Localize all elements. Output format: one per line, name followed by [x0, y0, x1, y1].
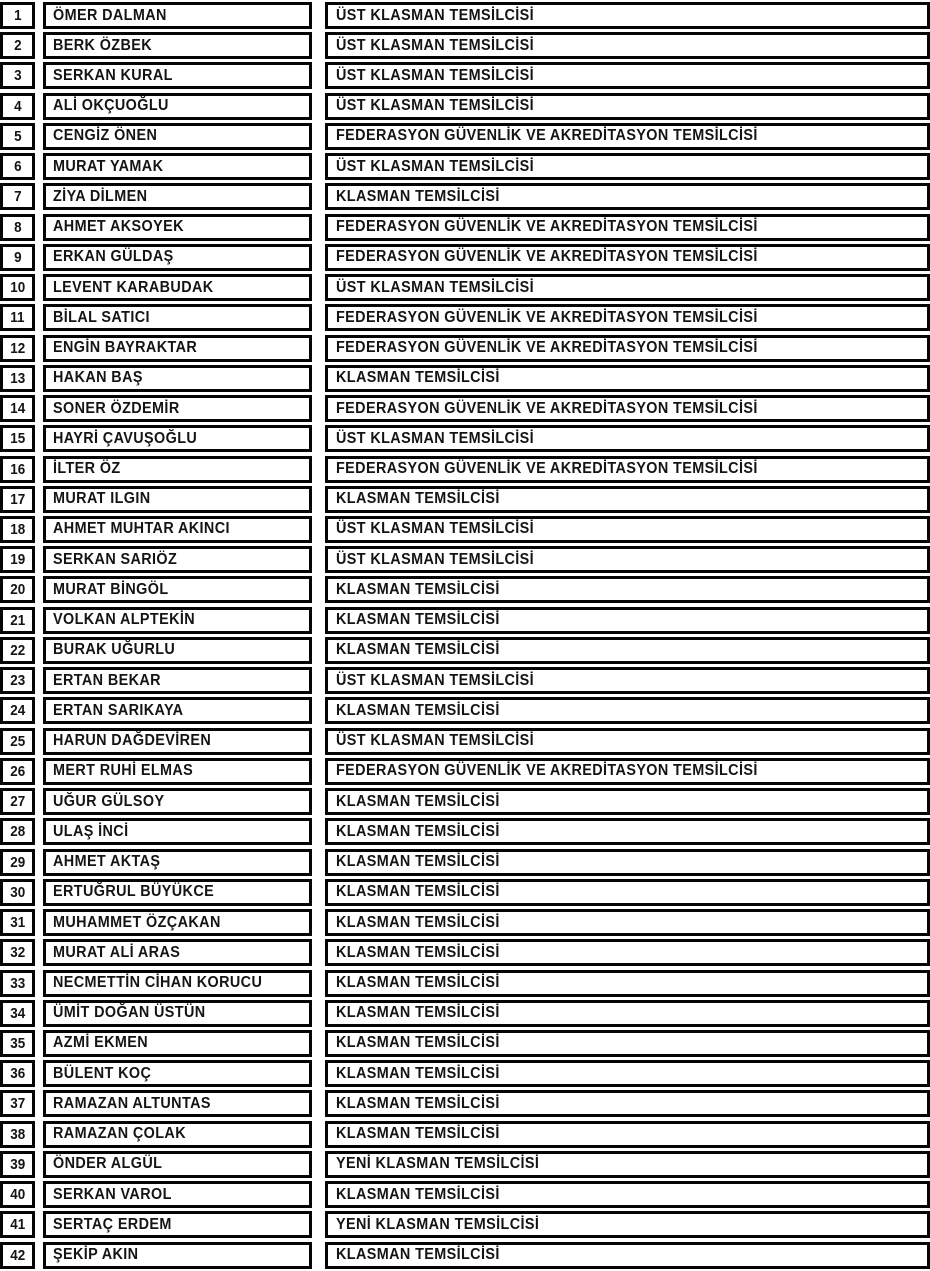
row-number: 35: [10, 1034, 25, 1052]
row-number-cell: [0, 183, 35, 210]
row-number-cell: [0, 425, 35, 452]
person-title: KLASMAN TEMSİLCİSİ: [336, 973, 500, 992]
row-number-cell: [0, 2, 35, 29]
person-name: SERKAN SARIÖZ: [53, 550, 178, 569]
person-title-cell: [325, 123, 930, 150]
person-name: SERKAN KURAL: [53, 66, 173, 85]
person-title-cell: [325, 214, 930, 241]
row-number-cell: [0, 1151, 35, 1178]
person-name: BURAK UĞURLU: [53, 641, 176, 659]
row-number: 42: [10, 1246, 25, 1263]
person-name: SERTAÇ ERDEM: [53, 1215, 172, 1234]
person-title-cell: [325, 244, 930, 271]
row-number: 32: [10, 943, 25, 961]
row-number: 28: [10, 822, 25, 840]
person-title-cell: [325, 486, 930, 513]
person-title-cell: [325, 546, 930, 573]
person-name-cell: [43, 304, 312, 331]
person-title-cell: [325, 849, 930, 876]
table-row: [0, 576, 930, 603]
row-number: 41: [10, 1216, 25, 1233]
table-row: [0, 214, 930, 241]
table-row: [0, 1242, 930, 1269]
person-title: KLASMAN TEMSİLCİSİ: [336, 1003, 500, 1022]
person-name: UĞUR GÜLSOY: [53, 792, 165, 810]
person-name-cell: [43, 1181, 312, 1208]
person-name: AHMET MUHTAR AKINCI: [53, 520, 230, 538]
row-number: 18: [10, 520, 25, 538]
person-name-cell: [43, 788, 312, 815]
person-name-cell: [43, 425, 312, 452]
row-number-cell: [0, 274, 35, 301]
table-row: [0, 93, 930, 120]
row-number-cell: [0, 1030, 35, 1057]
row-number: 5: [13, 127, 22, 145]
person-name: ÖNDER ALGÜL: [53, 1155, 163, 1173]
person-title-cell: [325, 879, 930, 906]
table-row: [0, 1121, 930, 1148]
person-name: MERT RUHİ ELMAS: [53, 761, 194, 780]
person-title: FEDERASYON GÜVENLİK VE AKREDİTASYON TEMSİLCİSİ: [336, 399, 758, 417]
person-title-cell: [325, 1121, 930, 1148]
person-name: AHMET AKTAŞ: [53, 852, 161, 871]
row-number-cell: [0, 607, 35, 634]
row-number-cell: [0, 1242, 35, 1269]
row-number-cell: [0, 667, 35, 694]
table-row: [0, 607, 930, 634]
row-number-cell: [0, 576, 35, 603]
person-name-cell: [43, 1000, 312, 1027]
person-title-cell: [325, 576, 930, 603]
person-name: MURAT YAMAK: [53, 157, 164, 175]
person-title: FEDERASYON GÜVENLİK VE AKREDİTASYON TEMSİLCİSİ: [336, 248, 758, 266]
row-number: 4: [13, 97, 22, 115]
person-title-cell: [325, 607, 930, 634]
person-title-cell: [325, 758, 930, 785]
row-number-cell: [0, 335, 35, 362]
person-title: YENİ KLASMAN TEMSİLCİSİ: [336, 1155, 540, 1173]
person-name: VOLKAN ALPTEKİN: [53, 610, 196, 629]
row-number-cell: [0, 909, 35, 936]
person-title: FEDERASYON GÜVENLİK VE AKREDİTASYON TEMSİLCİSİ: [336, 127, 758, 145]
table-row: [0, 32, 930, 59]
row-number: 27: [10, 792, 25, 810]
person-title: KLASMAN TEMSİLCİSİ: [336, 913, 500, 931]
table-row: [0, 516, 930, 543]
row-number: 1: [13, 6, 22, 24]
row-number-cell: [0, 395, 35, 422]
person-title-cell: [325, 909, 930, 936]
person-name: AZMİ EKMEN: [53, 1034, 149, 1052]
person-name: ÖMER DALMAN: [53, 6, 167, 24]
person-title-cell: [325, 93, 930, 120]
person-name: İLTER ÖZ: [53, 459, 121, 478]
row-number-cell: [0, 879, 35, 906]
row-number-cell: [0, 456, 35, 483]
person-name: ÜMİT DOĞAN ÜSTÜN: [53, 1003, 206, 1022]
person-name-cell: [43, 2, 312, 29]
row-number-cell: [0, 939, 35, 966]
person-title-cell: [325, 637, 930, 664]
person-name: ERKAN GÜLDAŞ: [53, 248, 174, 266]
person-title: KLASMAN TEMSİLCİSİ: [336, 368, 500, 387]
row-number-cell: [0, 62, 35, 89]
table-row: [0, 1030, 930, 1057]
person-title-cell: [325, 32, 930, 59]
person-title: KLASMAN TEMSİLCİSİ: [336, 1034, 500, 1052]
person-name: ŞEKİP AKIN: [53, 1245, 139, 1264]
row-number: 24: [10, 702, 25, 719]
person-title-cell: [325, 1151, 930, 1178]
person-name: MURAT ALİ ARAS: [53, 943, 181, 962]
person-title-cell: [325, 456, 930, 483]
person-title: KLASMAN TEMSİLCİSİ: [336, 1064, 500, 1083]
row-number: 30: [10, 883, 25, 901]
person-title: FEDERASYON GÜVENLİK VE AKREDİTASYON TEMSİLCİSİ: [336, 459, 758, 478]
person-name: BERK ÖZBEK: [53, 36, 153, 55]
person-title: KLASMAN TEMSİLCİSİ: [336, 1185, 500, 1203]
table-row: [0, 939, 930, 966]
row-number-cell: [0, 123, 35, 150]
table-row: [0, 637, 930, 664]
person-title: KLASMAN TEMSİLCİSİ: [336, 610, 500, 629]
person-name-cell: [43, 486, 312, 513]
person-title: KLASMAN TEMSİLCİSİ: [336, 792, 500, 810]
table-row: [0, 788, 930, 815]
table-row: [0, 728, 930, 755]
person-name: HARUN DAĞDEVİREN: [53, 731, 212, 750]
person-title: FEDERASYON GÜVENLİK VE AKREDİTASYON TEMSİLCİSİ: [336, 308, 758, 327]
person-name-cell: [43, 1030, 312, 1057]
row-number: 7: [13, 188, 22, 205]
row-number-cell: [0, 32, 35, 59]
row-number-cell: [0, 637, 35, 664]
person-title-cell: [325, 304, 930, 331]
table-row: [0, 667, 930, 694]
row-number-cell: [0, 214, 35, 241]
table-row: [0, 1060, 930, 1087]
row-number: 40: [10, 1185, 25, 1203]
person-name-cell: [43, 516, 312, 543]
person-name-cell: [43, 93, 312, 120]
person-name-cell: [43, 32, 312, 59]
person-name-cell: [43, 274, 312, 301]
row-number-cell: [0, 697, 35, 724]
row-number: 14: [10, 399, 25, 417]
person-title: FEDERASYON GÜVENLİK VE AKREDİTASYON TEMSİLCİSİ: [336, 217, 758, 236]
person-name-cell: [43, 758, 312, 785]
row-number-cell: [0, 818, 35, 845]
person-name-cell: [43, 153, 312, 180]
table-row: [0, 1151, 930, 1178]
row-number: 3: [13, 67, 22, 84]
person-name-cell: [43, 818, 312, 845]
person-title-cell: [325, 153, 930, 180]
table-row: [0, 1000, 930, 1027]
person-name-cell: [43, 456, 312, 483]
person-name: NECMETTİN CİHAN KORUCU: [53, 973, 263, 992]
row-number: 21: [10, 611, 25, 628]
person-title-cell: [325, 667, 930, 694]
representatives-table: [0, 2, 930, 1269]
table-row: [0, 365, 930, 392]
table-row: [0, 2, 930, 29]
person-name-cell: [43, 970, 312, 997]
row-number: 2: [13, 36, 22, 54]
table-row: [0, 123, 930, 150]
row-number: 16: [10, 460, 25, 477]
person-title-cell: [325, 1000, 930, 1027]
row-number-cell: [0, 546, 35, 573]
row-number: 12: [10, 339, 25, 356]
row-number-cell: [0, 849, 35, 876]
person-name-cell: [43, 728, 312, 755]
person-title-cell: [325, 788, 930, 815]
person-name-cell: [43, 183, 312, 210]
row-number-cell: [0, 970, 35, 997]
row-number-cell: [0, 365, 35, 392]
person-name-cell: [43, 1151, 312, 1178]
row-number: 22: [10, 641, 25, 659]
person-title: ÜST KLASMAN TEMSİLCİSİ: [336, 429, 535, 448]
person-name-cell: [43, 1242, 312, 1269]
table-row: [0, 425, 930, 452]
row-number-cell: [0, 1121, 35, 1148]
person-title-cell: [325, 516, 930, 543]
row-number: 38: [10, 1125, 25, 1142]
person-title-cell: [325, 365, 930, 392]
table-row: [0, 818, 930, 845]
row-number-cell: [0, 1181, 35, 1208]
person-name-cell: [43, 365, 312, 392]
person-name-cell: [43, 607, 312, 634]
row-number-cell: [0, 1211, 35, 1238]
row-number: 20: [10, 581, 25, 598]
person-title-cell: [325, 183, 930, 210]
person-name-cell: [43, 939, 312, 966]
row-number: 6: [13, 157, 22, 175]
row-number-cell: [0, 758, 35, 785]
person-name: MURAT BİNGÖL: [53, 580, 169, 599]
person-name-cell: [43, 697, 312, 724]
person-name-cell: [43, 395, 312, 422]
person-title: KLASMAN TEMSİLCİSİ: [336, 489, 500, 508]
person-title: KLASMAN TEMSİLCİSİ: [336, 822, 500, 841]
table-row: [0, 183, 930, 210]
table-row: [0, 274, 930, 301]
table-row: [0, 1181, 930, 1208]
table-row: [0, 879, 930, 906]
person-title-cell: [325, 2, 930, 29]
person-title: KLASMAN TEMSİLCİSİ: [336, 1245, 500, 1264]
row-number-cell: [0, 304, 35, 331]
row-number: 13: [10, 369, 25, 387]
person-name-cell: [43, 244, 312, 271]
person-title: KLASMAN TEMSİLCİSİ: [336, 1124, 500, 1143]
person-title: ÜST KLASMAN TEMSİLCİSİ: [336, 278, 535, 296]
person-title: ÜST KLASMAN TEMSİLCİSİ: [336, 66, 535, 85]
person-name-cell: [43, 546, 312, 573]
person-name: RAMAZAN ÇOLAK: [53, 1124, 186, 1143]
row-number-cell: [0, 93, 35, 120]
person-name: BİLAL SATICI: [53, 308, 150, 327]
row-number: 33: [10, 974, 25, 991]
table-row: [0, 304, 930, 331]
table-row: [0, 335, 930, 362]
person-title-cell: [325, 425, 930, 452]
person-name: LEVENT KARABUDAK: [53, 278, 214, 296]
person-title: KLASMAN TEMSİLCİSİ: [336, 580, 500, 599]
row-number: 8: [13, 218, 22, 235]
person-title: FEDERASYON GÜVENLİK VE AKREDİTASYON TEMSİLCİSİ: [336, 761, 758, 780]
person-title-cell: [325, 697, 930, 724]
row-number: 34: [10, 1004, 25, 1022]
table-row: [0, 909, 930, 936]
row-number: 25: [10, 732, 25, 749]
person-title: YENİ KLASMAN TEMSİLCİSİ: [336, 1215, 540, 1234]
person-name: BÜLENT KOÇ: [53, 1064, 152, 1083]
person-title-cell: [325, 818, 930, 845]
table-row: [0, 456, 930, 483]
person-name: AHMET AKSOYEK: [53, 217, 184, 236]
person-title-cell: [325, 1211, 930, 1238]
person-title: ÜST KLASMAN TEMSİLCİSİ: [336, 671, 535, 689]
person-title: ÜST KLASMAN TEMSİLCİSİ: [336, 96, 535, 115]
person-title: KLASMAN TEMSİLCİSİ: [336, 852, 500, 871]
table-row: [0, 758, 930, 785]
person-name-cell: [43, 214, 312, 241]
person-title-cell: [325, 62, 930, 89]
row-number-cell: [0, 153, 35, 180]
person-title: KLASMAN TEMSİLCİSİ: [336, 882, 500, 901]
table-row: [0, 697, 930, 724]
table-row: [0, 244, 930, 271]
row-number-cell: [0, 1090, 35, 1117]
person-name-cell: [43, 637, 312, 664]
row-number: 23: [10, 671, 25, 689]
person-name: SONER ÖZDEMİR: [53, 399, 180, 417]
person-title: ÜST KLASMAN TEMSİLCİSİ: [336, 731, 535, 750]
person-name-cell: [43, 849, 312, 876]
table-row: [0, 970, 930, 997]
table-row: [0, 153, 930, 180]
person-name-cell: [43, 62, 312, 89]
person-name-cell: [43, 335, 312, 362]
row-number-cell: [0, 788, 35, 815]
person-title: ÜST KLASMAN TEMSİLCİSİ: [336, 520, 535, 538]
person-name-cell: [43, 1211, 312, 1238]
person-name: ALİ OKÇUOĞLU: [53, 96, 169, 115]
person-title-cell: [325, 1242, 930, 1269]
person-title: KLASMAN TEMSİLCİSİ: [336, 701, 500, 720]
person-name: RAMAZAN ALTUNTAS: [53, 1094, 211, 1113]
person-name-cell: [43, 576, 312, 603]
person-title-cell: [325, 335, 930, 362]
person-name: ULAŞ İNCİ: [53, 822, 129, 841]
person-title-cell: [325, 728, 930, 755]
row-number-cell: [0, 1060, 35, 1087]
row-number: 29: [10, 853, 25, 870]
row-number: 10: [10, 278, 25, 296]
row-number: 19: [10, 550, 25, 568]
person-name: ZİYA DİLMEN: [53, 187, 148, 206]
person-title: KLASMAN TEMSİLCİSİ: [336, 1094, 500, 1113]
person-title-cell: [325, 1090, 930, 1117]
person-name: HAYRİ ÇAVUŞOĞLU: [53, 429, 198, 448]
row-number: 15: [10, 429, 25, 447]
person-name: HAKAN BAŞ: [53, 368, 143, 387]
row-number-cell: [0, 728, 35, 755]
person-name: MURAT ILGIN: [53, 489, 151, 508]
person-title-cell: [325, 395, 930, 422]
row-number: 17: [10, 490, 25, 508]
person-title: ÜST KLASMAN TEMSİLCİSİ: [336, 6, 535, 24]
row-number-cell: [0, 1000, 35, 1027]
row-number-cell: [0, 516, 35, 543]
person-name-cell: [43, 667, 312, 694]
row-number: 9: [13, 248, 22, 266]
person-name: CENGİZ ÖNEN: [53, 127, 158, 145]
person-name: ENGİN BAYRAKTAR: [53, 338, 198, 357]
person-name-cell: [43, 909, 312, 936]
table-row: [0, 1090, 930, 1117]
person-name: ERTUĞRUL BÜYÜKCE: [53, 882, 215, 901]
table-row: [0, 395, 930, 422]
person-title-cell: [325, 970, 930, 997]
person-title-cell: [325, 939, 930, 966]
person-title: ÜST KLASMAN TEMSİLCİSİ: [336, 157, 535, 175]
row-number: 36: [10, 1064, 25, 1082]
person-name-cell: [43, 1121, 312, 1148]
row-number-cell: [0, 244, 35, 271]
person-title-cell: [325, 1181, 930, 1208]
person-title: KLASMAN TEMSİLCİSİ: [336, 187, 500, 206]
person-title: KLASMAN TEMSİLCİSİ: [336, 641, 500, 659]
table-row: [0, 1211, 930, 1238]
person-name-cell: [43, 1060, 312, 1087]
person-title: KLASMAN TEMSİLCİSİ: [336, 943, 500, 962]
table-row: [0, 849, 930, 876]
row-number: 31: [10, 913, 25, 931]
person-title-cell: [325, 274, 930, 301]
row-number: 11: [10, 309, 25, 326]
person-title: FEDERASYON GÜVENLİK VE AKREDİTASYON TEMSİLCİSİ: [336, 338, 758, 357]
table-row: [0, 62, 930, 89]
person-name-cell: [43, 1090, 312, 1117]
table-row: [0, 546, 930, 573]
table-row: [0, 486, 930, 513]
person-title: ÜST KLASMAN TEMSİLCİSİ: [336, 550, 535, 569]
person-title-cell: [325, 1030, 930, 1057]
person-title: ÜST KLASMAN TEMSİLCİSİ: [336, 36, 535, 55]
row-number: 37: [10, 1095, 25, 1112]
person-name-cell: [43, 123, 312, 150]
person-name: SERKAN VAROL: [53, 1185, 172, 1203]
person-name: MUHAMMET ÖZÇAKAN: [53, 913, 221, 931]
row-number: 26: [10, 762, 25, 780]
row-number-cell: [0, 486, 35, 513]
person-name: ERTAN SARIKAYA: [53, 701, 184, 720]
person-title-cell: [325, 1060, 930, 1087]
person-name-cell: [43, 879, 312, 906]
person-name: ERTAN BEKAR: [53, 671, 161, 689]
row-number: 39: [10, 1155, 25, 1173]
